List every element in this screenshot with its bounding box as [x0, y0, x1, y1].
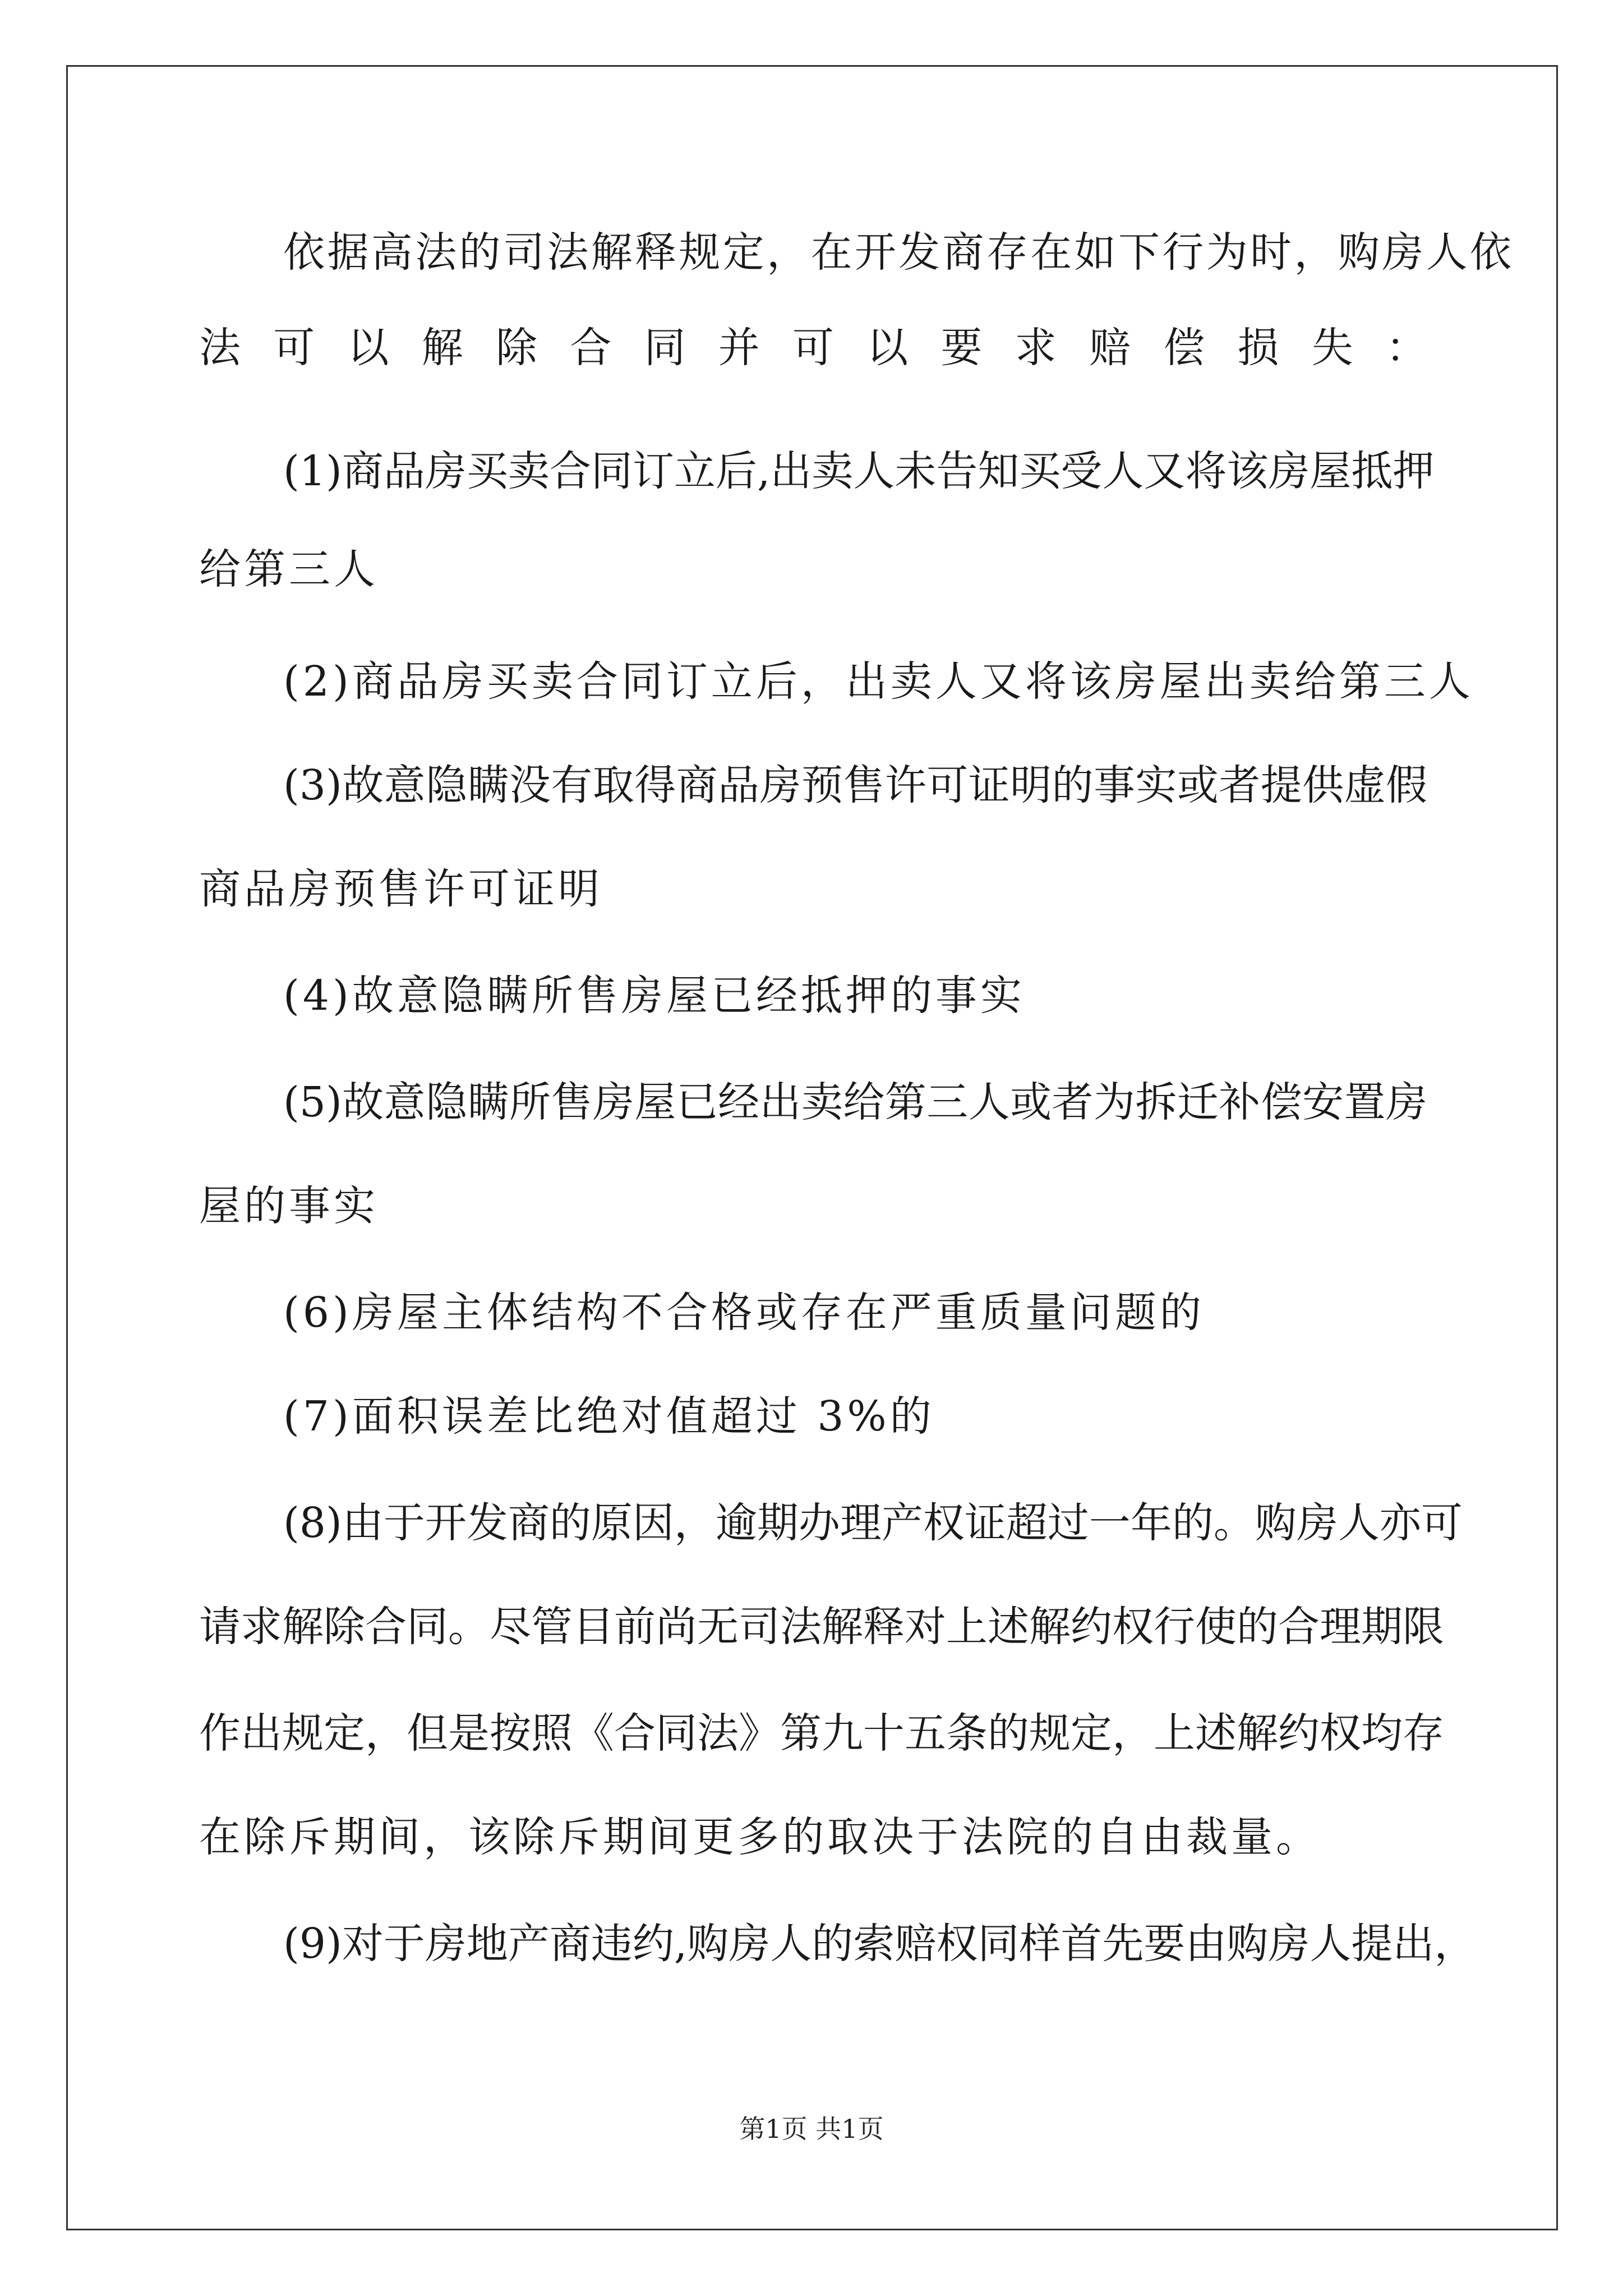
paragraph-line: 商品房预售许可证明 [199, 865, 603, 913]
paragraph-line: 给第三人 [199, 545, 379, 593]
paragraph-line: (8)由于开发商的原因，逾期办理产权证超过一年的。购房人亦可 [283, 1499, 1463, 1547]
paragraph-line: 法可以解除合同并可以要求赔偿损失： [199, 324, 1427, 372]
paragraph-line: 作出规定，但是按照《合同法》第九十五条的规定，上述解约权均存 [199, 1709, 1444, 1757]
page-footer: 第1页 共1页 [739, 2114, 884, 2144]
paragraph-line: (4)故意隐瞒所售房屋已经抵押的事实 [283, 972, 1025, 1020]
paragraph-line: 请求解除合同。尽管目前尚无司法解释对上述解约权行使的合理期限 [199, 1603, 1444, 1651]
paragraph-line: (3)故意隐瞒没有取得商品房预售许可证明的事实或者提供虚假 [283, 761, 1427, 809]
paragraph-line: (7)面积误差比绝对值超过 3%的 [283, 1392, 935, 1441]
paragraph-line: (5)故意隐瞒所售房屋已经出卖给第三人或者为拆迁补偿安置房 [283, 1078, 1427, 1126]
paragraph-line: 依据高法的司法解释规定，在开发商存在如下行为时，购房人依 [283, 228, 1511, 277]
paragraph-line: (2)商品房买卖合同订立后，出卖人又将该房屋出卖给第三人 [283, 657, 1474, 706]
paragraph-line: (9)对于房地产商违约,购房人的索赔权同样首先要由购房人提出， [283, 1920, 1476, 1968]
paragraph-line: 在除斥期间，该除斥期间更多的取决于法院的自由裁量。 [199, 1813, 1321, 1861]
paragraph-line: (1)商品房买卖合同订立后,出卖人未告知买受人又将该房屋抵押 [283, 447, 1435, 495]
paragraph-line: 屋的事实 [199, 1182, 379, 1230]
page-border [66, 65, 1558, 2230]
paragraph-line: (6)房屋主体结构不合格或存在严重质量问题的 [283, 1289, 1205, 1337]
